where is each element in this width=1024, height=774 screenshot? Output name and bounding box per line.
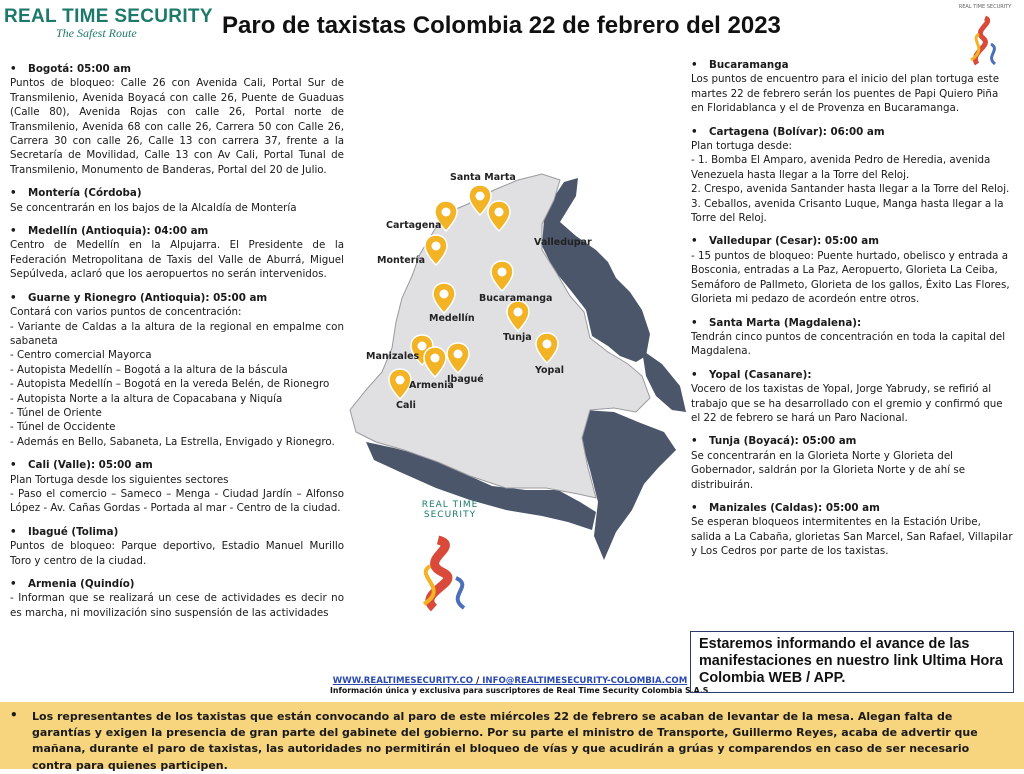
map-label-armenia: Armenia xyxy=(409,380,454,391)
right-column xyxy=(691,58,1013,568)
city-heading: • Medellín (Antioquia): 04:00 am xyxy=(10,225,209,238)
map-label-manizales: Manizales xyxy=(366,351,420,362)
city-item-bucaramanga xyxy=(691,58,1013,116)
city-details: - 15 puntos de bloqueo: Puente hurtado, obelisco y entrada a Bosconia, entradas a La Paz, Aeropuerto, Glorieta La Ceiba, Semáforo de Pallmeto, Glorieta de los gallos, Éxito Las Flores, Glorieta mi pedazo de acordeón entre otros. xyxy=(691,249,1010,306)
left-column xyxy=(10,62,344,629)
city-details: Vocero de los taxistas de Yopal, Jorge Yabrudy, se refirió al trabajo que se ha desarrollado con el gremio y confirmó que el 22 de febrero se hará un Paro Nacional. xyxy=(691,383,1003,424)
map-label-cartagena: Cartagena xyxy=(386,220,442,231)
map-label-santa-marta: Santa Marta xyxy=(450,172,516,183)
city-item-santa-marta xyxy=(691,316,1013,359)
email-link[interactable]: INFO@REALTIMESECURITY-COLOMBIA.COM xyxy=(482,676,688,686)
website-link[interactable]: WWW.REALTIMESECURITY.CO xyxy=(332,676,474,686)
city-heading: • Cartagena (Bolívar): 06:00 am xyxy=(691,125,885,138)
corner-logo-text: REAL TIME SECURITY xyxy=(958,4,1012,10)
city-item-armenia xyxy=(10,577,344,620)
city-heading: • Santa Marta (Magdalena): xyxy=(691,316,862,329)
brand-tagline: The Safest Route xyxy=(56,26,137,40)
exclusive-note: Información única y exclusiva para suscriptores de Real Time Security Colombia S.A.S xyxy=(330,686,709,695)
city-details: Plan tortuga desde: - 1. Bomba El Amparo, avenida Pedro de Heredia, avenida Venezuela hasta llegar a la Torre del Reloj. 2. Crespo, avenida Santander hasta llegar a la Torre del Reloj. 3. Ceballos, avenida Crisanto Luque, Manga hasta llegar a la Torre del Reloj. xyxy=(691,140,1010,225)
notice-box: Estaremos informando el avance de las manifestaciones en nuestro link Ultima Hora Colombia WEB / APP. xyxy=(690,631,1014,693)
city-details: Puntos de bloqueo: Calle 26 con Avenida Cali, Portal Sur de Transmilenio, Avenida Boyacá con calle 26, Puente de Guaduas (Calle 80), Avenida Rojas con calle 26, Portal norte de Transmilenio, Avenida 68 con calle 26, Carrera 50 con Calle 26, Carrera 30 con calle 26, Calle 13 con carrera 37, frente a la Secretaría de Movilidad, Calle 13 con Av Cali, Portal Tunal de Transmilenio, Monumento de Banderas, Portal del 20 de Julio. xyxy=(10,77,344,176)
watermark-logo xyxy=(398,500,502,612)
city-heading: • Bogotá: 05:00 am xyxy=(10,63,131,75)
city-item-ibague xyxy=(10,525,344,568)
city-heading: • Montería (Córdoba) xyxy=(10,187,142,200)
map-label-yopal: Yopal xyxy=(535,365,565,376)
banner-text: Los representantes de los taxistas que están convocando al paro de este miércoles 22 de febrero se acaban de levantar de la mesa. Alegan falta de garantías y exigen la presencia de gran parte del gabinete del gobierno. Por su parte el ministro de Transporte, Guillermo Reyes, acaba de advertir que mañana, durante el paro de taxistas, las autoridades no permitirán el bloqueo de vías y que acudirán a grúas y comparendos en caso de ser necesario contra para quienes participen. xyxy=(32,710,978,772)
city-details: Se concentrarán en los bajos de la Alcaldía de Montería xyxy=(10,201,297,214)
city-details: Contará con varios puntos de concentración: - Variante de Caldas a la altura de la regional en empalme con sabaneta - Centro comercial Mayorca - Autopista Medellín – Bogotá a la altura de la báscula - Autopista Medellín – Bogotá en la vereda Belén, de Rionegro - Autopista Norte a la altura de Copacabana y Niquía - Túnel de Oriente - Túnel de Occidente - Además en Bello, Sabaneta, La Estrella, Envigado y Rionegro. xyxy=(10,306,344,448)
city-details: Se esperan bloqueos intermitentes en la Estación Uribe, salida a La Cabaña, glorietas San Marcel, San Rafael, Villapilar y Los Cedros por parte de los taxistas. xyxy=(691,516,1013,558)
city-details: Puntos de bloqueo: Parque deportivo, Estadio Manuel Murillo Toro y centro de la ciudad. xyxy=(10,540,344,567)
map-label-tunja: Tunja xyxy=(503,332,532,343)
brazil-shape xyxy=(582,410,676,560)
city-heading: • Yopal (Casanare): xyxy=(691,368,812,381)
colombia-map xyxy=(346,150,686,590)
city-heading: • Guarne y Rionegro (Antioquia): 05:00 am xyxy=(10,291,268,304)
alert-banner xyxy=(0,702,1024,772)
link-separator: / xyxy=(473,676,483,686)
city-heading: • Bucaramanga xyxy=(691,59,789,71)
city-item-cartagena xyxy=(691,125,1013,226)
brand-logo xyxy=(4,6,214,41)
city-item-monteria xyxy=(10,186,344,215)
map-label-cali: Cali xyxy=(396,400,416,411)
city-heading: • Tunja (Boyacá): 05:00 am xyxy=(691,435,857,448)
city-heading: • Ibagué (Tolima) xyxy=(10,525,119,538)
city-heading: • Cali (Valle): 05:00 am xyxy=(10,459,153,472)
map-label-ibague: Ibagué xyxy=(447,374,484,385)
city-details: Tendrán cinco puntos de concentración en toda la capital del Magdalena. xyxy=(691,330,1006,358)
city-item-tunja xyxy=(691,434,1013,492)
city-details: - Informan que se realizará un cese de actividades es decir no es marcha, ni movilización sino suspensión de las actividades xyxy=(10,592,344,619)
venezuela-east-shape xyxy=(642,350,686,412)
map-label-monteria: Montería xyxy=(377,255,426,266)
brand-name: REAL TIME SECURITY xyxy=(4,6,213,27)
city-details: Plan Tortuga desde los siguientes sectores - Paso el comercio – Sameco – Menga - Ciudad Jardín – Alfonso López - Av. Cañas Gordas - Portada al mar - Centro de la ciudad. xyxy=(10,473,344,515)
city-item-manizales xyxy=(691,501,1013,559)
page-title: Paro de taxistas Colombia 22 de febrero del 2023 xyxy=(222,12,781,39)
city-details: Se concentrarán en la Glorieta Norte y Glorieta del Gobernador, saldrán por la Glorieta Norte y de ahí se distribuirán. xyxy=(691,449,966,491)
city-heading: • Armenia (Quindío) xyxy=(10,578,135,590)
map-label-valledupar: Valledupar xyxy=(534,237,592,248)
banner-bullet: • xyxy=(10,708,18,722)
city-item-valledupar xyxy=(691,234,1013,306)
city-item-bogota xyxy=(10,62,344,177)
city-heading: • Manizales (Caldas): 05:00 am xyxy=(691,501,880,514)
map-label-medellin: Medellín xyxy=(429,313,475,324)
map-label-bucaramanga: Bucaramanga xyxy=(479,293,553,304)
city-heading: • Valledupar (Cesar): 05:00 am xyxy=(691,235,879,248)
contact-line xyxy=(330,676,690,686)
city-details: Centro de Medellín en la Alpujarra. El Presidente de la Federación Metropolitana de Taxis del Valle de Aburrá, Miguel Sepúlveda, aclaró que los aeropuertos no serán intervenidos. xyxy=(10,239,344,281)
contact-links xyxy=(330,676,709,695)
city-item-medellin xyxy=(10,224,344,282)
city-item-cali xyxy=(10,458,344,516)
city-item-yopal xyxy=(691,368,1013,426)
city-item-guarne-rionegro xyxy=(10,291,344,449)
city-details: Los puntos de encuentro para el inicio del plan tortuga este martes 22 de febrero serán los puentes de Papi Quiero Piña en Floridablanca y el de Provenza en Bucaramanga. xyxy=(691,73,1000,115)
watermark-text: REAL TIME SECURITY xyxy=(421,500,479,520)
